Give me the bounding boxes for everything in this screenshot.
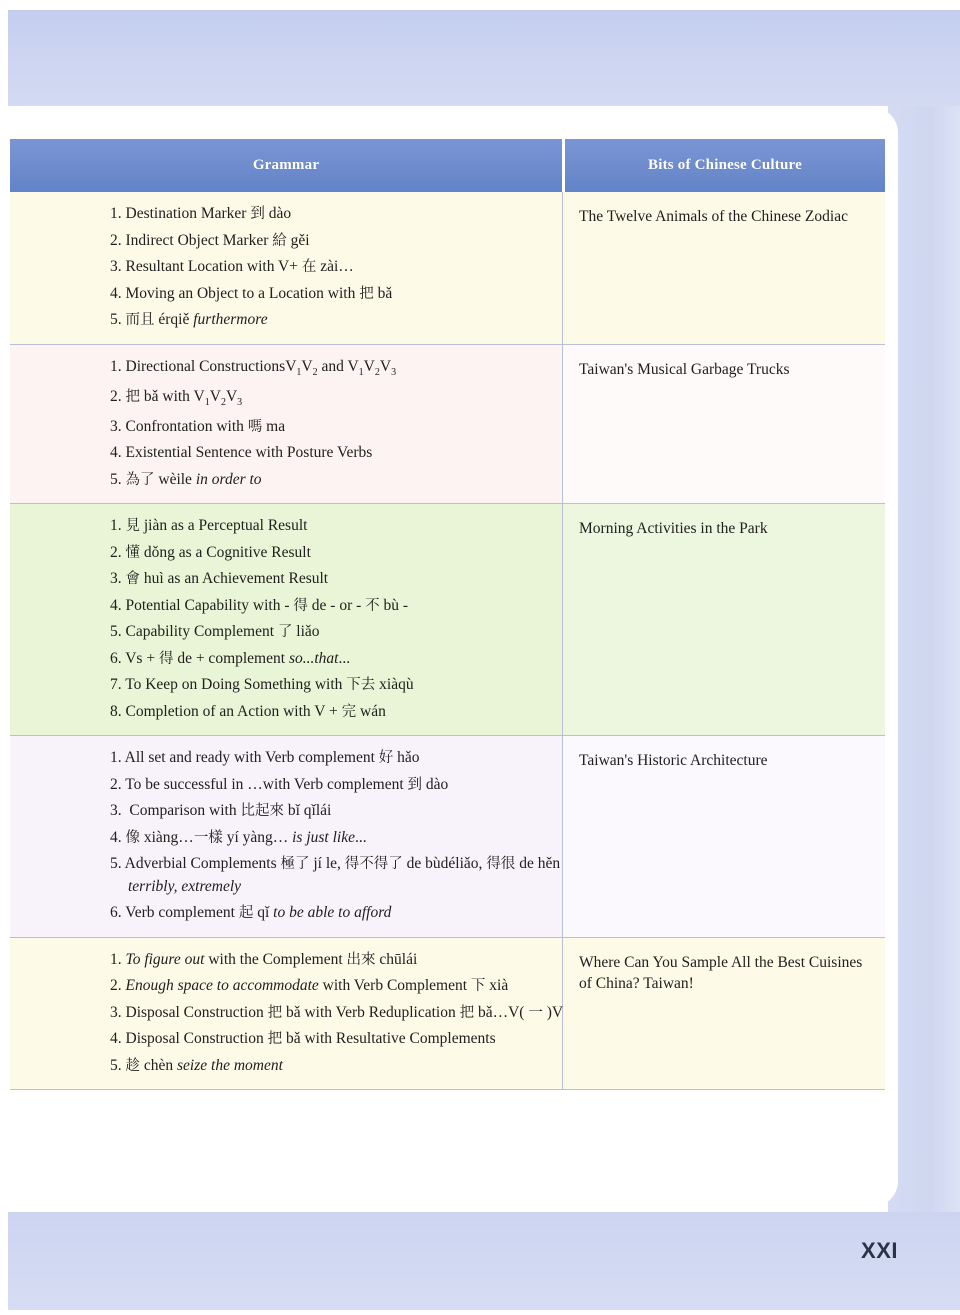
grammar-cell (10, 504, 563, 735)
bottom-decorative-band (8, 1212, 960, 1310)
table-row (10, 736, 885, 938)
grammar-item: 4. 像 xiàng…一樣 yí yàng… is just like... (110, 828, 367, 846)
grammar-item: 1. Destination Marker 到 dào (110, 205, 292, 222)
grammar-item: 5. 為了 wèile in order to (110, 470, 262, 488)
culture-topic: Morning Activities in the Park (579, 520, 768, 538)
grammar-item: 1. All set and ready with Verb complement 好 hǎo (110, 749, 420, 767)
table-row (10, 192, 885, 345)
grammar-item: 2. 懂 dǒng as a Cognitive Result (110, 543, 311, 561)
grammar-item: 3. Comparison with 比起來 bǐ qǐlái (110, 802, 332, 820)
grammar-item: 2. Indirect Object Marker 給 gěi (110, 231, 310, 249)
contents-table (10, 139, 885, 1090)
table-row (10, 938, 885, 1091)
table-row (10, 345, 885, 505)
grammar-item: 3. Disposal Construction 把 bǎ with Verb Reduplication 把 bǎ…V( 一 )V (110, 1003, 564, 1021)
grammar-cell (10, 938, 563, 1090)
culture-cell (563, 504, 885, 735)
top-decorative-band (8, 10, 960, 106)
table-header-row (10, 139, 885, 192)
grammar-item: 3. 會 huì as an Achievement Result (110, 570, 329, 588)
grammar-item: 5. 趁 chèn seize the moment (110, 1056, 283, 1074)
grammar-item: 4. Potential Capability with - 得 de - or - 不 bù - (110, 596, 409, 614)
grammar-item: 4. Existential Sentence with Posture Verbs (110, 444, 373, 462)
grammar-item: 1. To figure out with the Complement 出來 chūlái (110, 950, 418, 968)
column-header-culture: Bits of Chinese Culture (565, 139, 885, 192)
grammar-item: 8. Completion of an Action with V + 完 wán (110, 702, 386, 720)
culture-topic: Taiwan's Musical Garbage Trucks (579, 360, 790, 378)
culture-topic: Taiwan's Historic Architecture (579, 752, 768, 770)
culture-cell (563, 736, 885, 937)
grammar-item: 6. Vs + 得 de + complement so...that... (110, 649, 351, 667)
grammar-item: 4. Moving an Object to a Location with 把 bǎ (110, 284, 393, 302)
grammar-cell (10, 345, 563, 504)
grammar-item: 5. 而且 érqiě furthermore (110, 311, 268, 328)
culture-cell (563, 938, 885, 1090)
culture-cell (563, 345, 885, 504)
grammar-item: 1. Directional $ConstructionsV_1V_2$ and $V_1V_2V_3$ (110, 357, 397, 378)
grammar-item: 2. Enough space to accommodate with Verb Complement 下 xià (110, 977, 509, 995)
grammar-item: 4. Disposal Construction 把 bǎ with Resultative Complements (110, 1030, 496, 1048)
grammar-item: 2. To be successful in …with Verb complement 到 dào (110, 775, 449, 793)
grammar-cell (10, 192, 563, 344)
grammar-item: 3. Resultant Location with V+ 在 zài… (110, 258, 354, 275)
column-header-grammar: Grammar (10, 139, 562, 192)
grammar-item: 1. 見 jiàn as a Perceptual Result (110, 517, 308, 535)
grammar-item: 7. To Keep on Doing Something with 下去 xiàqù (110, 676, 414, 694)
culture-topic: Where Can You Sample All the Best Cuisines of China? Taiwan! (579, 953, 863, 993)
grammar-cell (10, 736, 563, 937)
table-row (10, 504, 885, 736)
right-decorative-strip (888, 106, 960, 1212)
grammar-item: 5. Adverbial Complements 極了 jí le, 得不得了 de bùdéliǎo, 得很 de hěn terribly, extremely (110, 855, 561, 895)
culture-cell (563, 192, 885, 344)
grammar-item: 6. Verb complement 起 qǐ to be able to afford (110, 904, 392, 922)
page-number: XXI (861, 1238, 898, 1263)
grammar-item: 3. Confrontation with 嗎 ma (110, 417, 286, 435)
culture-topic: The Twelve Animals of the Chinese Zodiac (579, 208, 848, 225)
grammar-item: 5. Capability Complement 了 liǎo (110, 623, 320, 641)
grammar-item: 2. 把 bǎ with $V_1V_2V_3$ (110, 387, 243, 408)
